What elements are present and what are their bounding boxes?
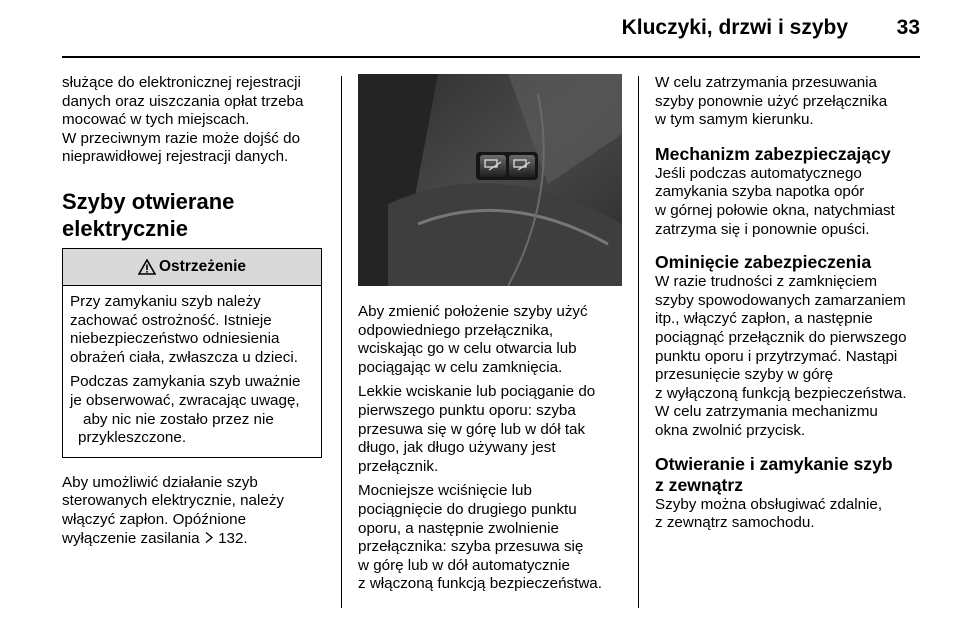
window-switch-photo xyxy=(358,74,622,286)
second-stop-paragraph: Mocniejsze wciśnięcie lub pociągnięcie do drugiego punktu oporu, a następnie zwolnienie przełącznika: szyba przesuwa się w górę lub w dół automatycznie z włączoną funkcją bezpieczeństwa. xyxy=(358,482,602,593)
section-heading-safety: Mechanizm zabezpieczający xyxy=(655,143,891,164)
intro-paragraph xyxy=(62,74,324,167)
warning-box xyxy=(62,248,322,458)
text-line: służące do elektronicznej rejestracji xyxy=(62,74,301,91)
window-switch-illustration xyxy=(358,74,622,286)
warning-body xyxy=(63,286,321,457)
section-heading-remote: Otwieranie i zamykanie szyb z zewnątrz xyxy=(655,453,893,495)
warning-triangle-icon xyxy=(138,259,156,275)
section-heading-power-windows: Szyby otwierane elektrycznie xyxy=(62,188,235,241)
warning-title: Ostrzeżenie xyxy=(158,257,246,275)
column-divider-1 xyxy=(341,76,342,608)
first-stop-paragraph: Lekkie wciskanie lub pociąganie do pierwszego punktu oporu: szyba przesuwa się w górę lub w dół tak długo, jak długo używany jest przełącznik. xyxy=(358,383,596,475)
column-2 xyxy=(358,74,622,594)
override-paragraph: W razie trudności z zamknięciem szyby spowodowanych zamarzaniem itp., włączyć zapłon, a następnie pociągnąć przełącznik do pierwszego punktu oporu i przytrzymać. Nastąpi przesunięcie szyby w górę z wyłączoną funkcją bezpieczeństwa. W celu zatrzymania mechanizmu okna zwolnić przycisk. xyxy=(655,273,907,439)
column-1 xyxy=(62,74,324,548)
text-line: mocować w tych miejscach. xyxy=(62,111,250,129)
warning-paragraph: Przy zamykaniu szyb należy zachować ostrożność. Istnieje niebezpieczeństwo odniesienia obrażeń ciała, zwłaszcza u dzieci. xyxy=(70,292,298,366)
section-heading-override: Ominięcie zabezpieczenia xyxy=(655,252,872,273)
safety-paragraph: Jeśli podczas automatycznego zamykania szyba napotka opór w górnej połowie okna, natychmiast zatrzyma się i ponownie opuści. xyxy=(655,164,895,238)
column-3 xyxy=(655,74,923,533)
ignition-paragraph: Aby umożliwić działanie szyb sterowanych elektrycznie, należy włączyć zapłon. Opóźnione wyłączenie zasilania 132. xyxy=(62,473,285,547)
column-divider-2 xyxy=(638,76,639,608)
warning-header xyxy=(63,249,321,286)
page-header-title: Kluczyki, drzwi i szyby xyxy=(621,16,848,39)
text-line: W przeciwnym razie może dojść do xyxy=(62,129,301,147)
text-line: nieprawidłowej rejestracji danych. xyxy=(62,148,289,166)
remote-paragraph: Szyby można obsługiwać zdalnie, z zewnątrz samochodu. xyxy=(655,495,883,532)
page-reference-link[interactable]: 132. xyxy=(218,529,248,547)
text-line: danych oraz uiszczania opłat trzeba xyxy=(62,92,304,110)
header-rule xyxy=(62,56,920,58)
warning-paragraph: Podczas zamykania szyb uważnie je obserwować, zwracając uwagę, aby nic nie zostało przez nie przykleszczone. xyxy=(70,373,301,447)
page-number: 33 xyxy=(896,16,920,39)
page-reference-arrow-icon xyxy=(204,531,214,544)
stop-paragraph: W celu zatrzymania przesuwania szyby ponownie użyć przełącznika w tym samym kierunku. xyxy=(655,74,888,129)
switch-paragraph: Aby zmienić położenie szyby użyć odpowiedniego przełącznika, wciskając go w celu otwarcia lub pociągając w celu zamknięcia. xyxy=(358,303,588,376)
